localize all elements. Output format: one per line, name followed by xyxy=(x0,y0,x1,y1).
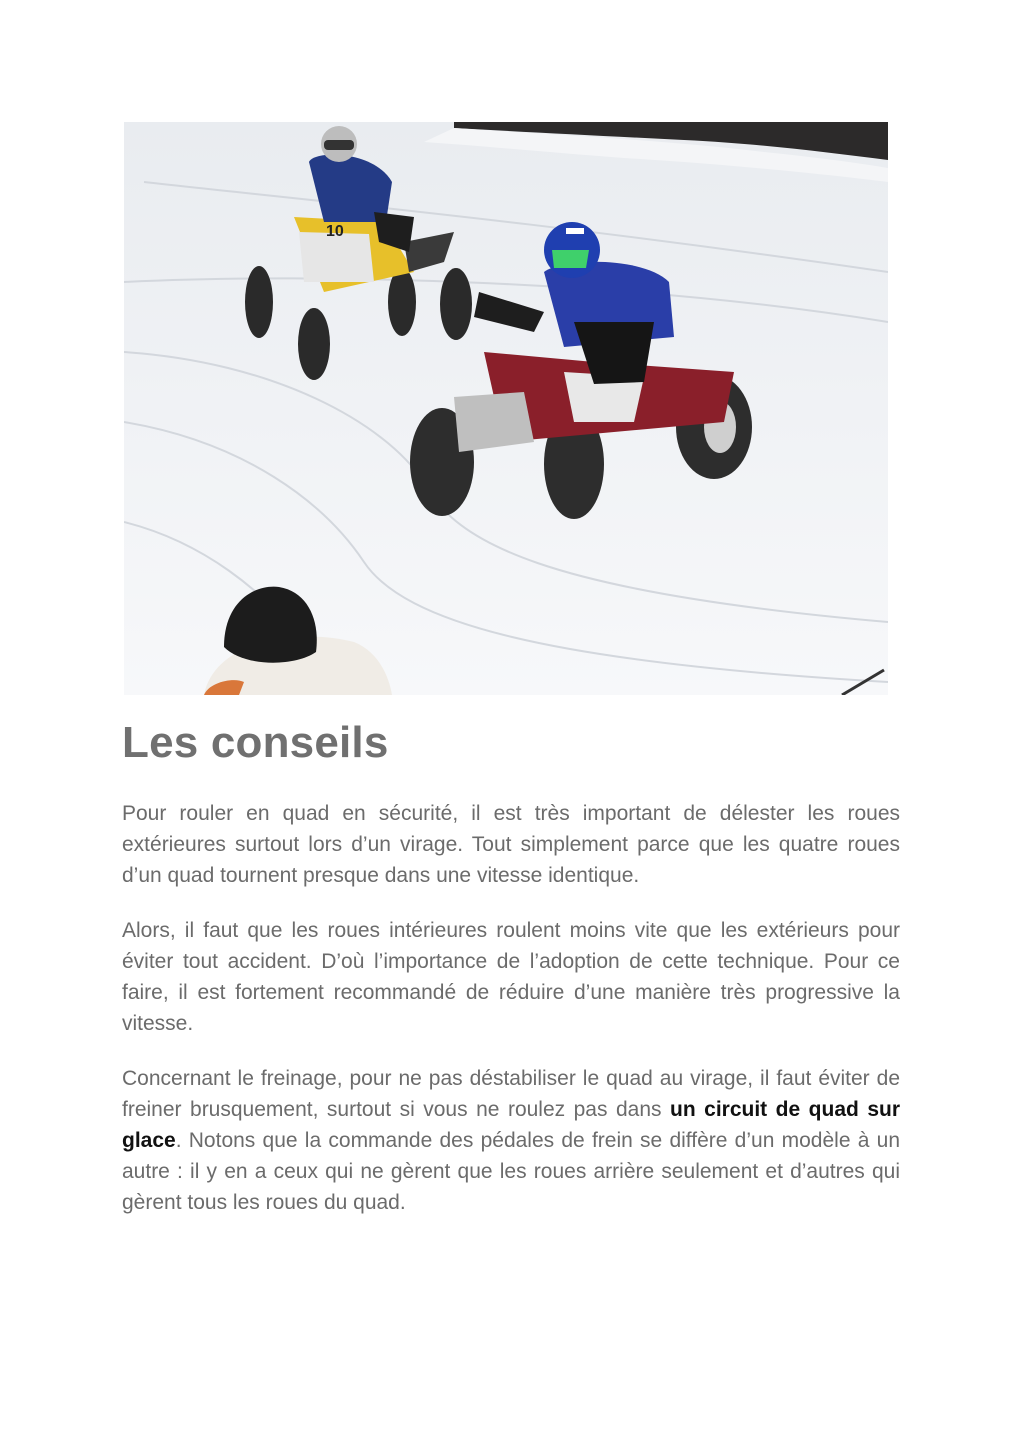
paragraph-1: Pour rouler en quad en sécurité, il est très important de délester les roues extérieures surtout lors d’un virage. Tout simplement parce que les quatre roues d’un quad tournent presque dans une vitesse identique. xyxy=(122,802,900,887)
paragraph-3 xyxy=(122,1063,900,1218)
section-heading: Les conseils xyxy=(122,718,389,767)
quad-race-illustration xyxy=(124,122,888,695)
quad-number: 10 xyxy=(326,223,344,240)
paragraph-3-rest: . Notons que la commande des pédales de frein se diffère d’un modèle à un autre : il y en a ceux qui ne gèrent que les roues arrière seulement et d’autres qui gèrent tous les roues du quad. xyxy=(122,1129,900,1214)
paragraph-3-intro: Concernant le freinage, pour ne pas déstabiliser le quad au virage, il faut éviter de freiner brusquement, surtout si vous ne roulez pas dans xyxy=(122,1067,900,1121)
hero-photo xyxy=(124,122,888,695)
article-body xyxy=(122,798,900,1242)
ice-quad-circuit-link[interactable]: un circuit de quad sur glace xyxy=(122,1098,900,1152)
paragraph-2: Alors, il faut que les roues intérieures roulent moins vite que les extérieurs pour éviter tout accident. D’où l’importance de l’adoption de cette technique. Pour ce faire, il est fortement recommandé de réduire d’une manière très progressive la vitesse. xyxy=(122,919,900,1035)
